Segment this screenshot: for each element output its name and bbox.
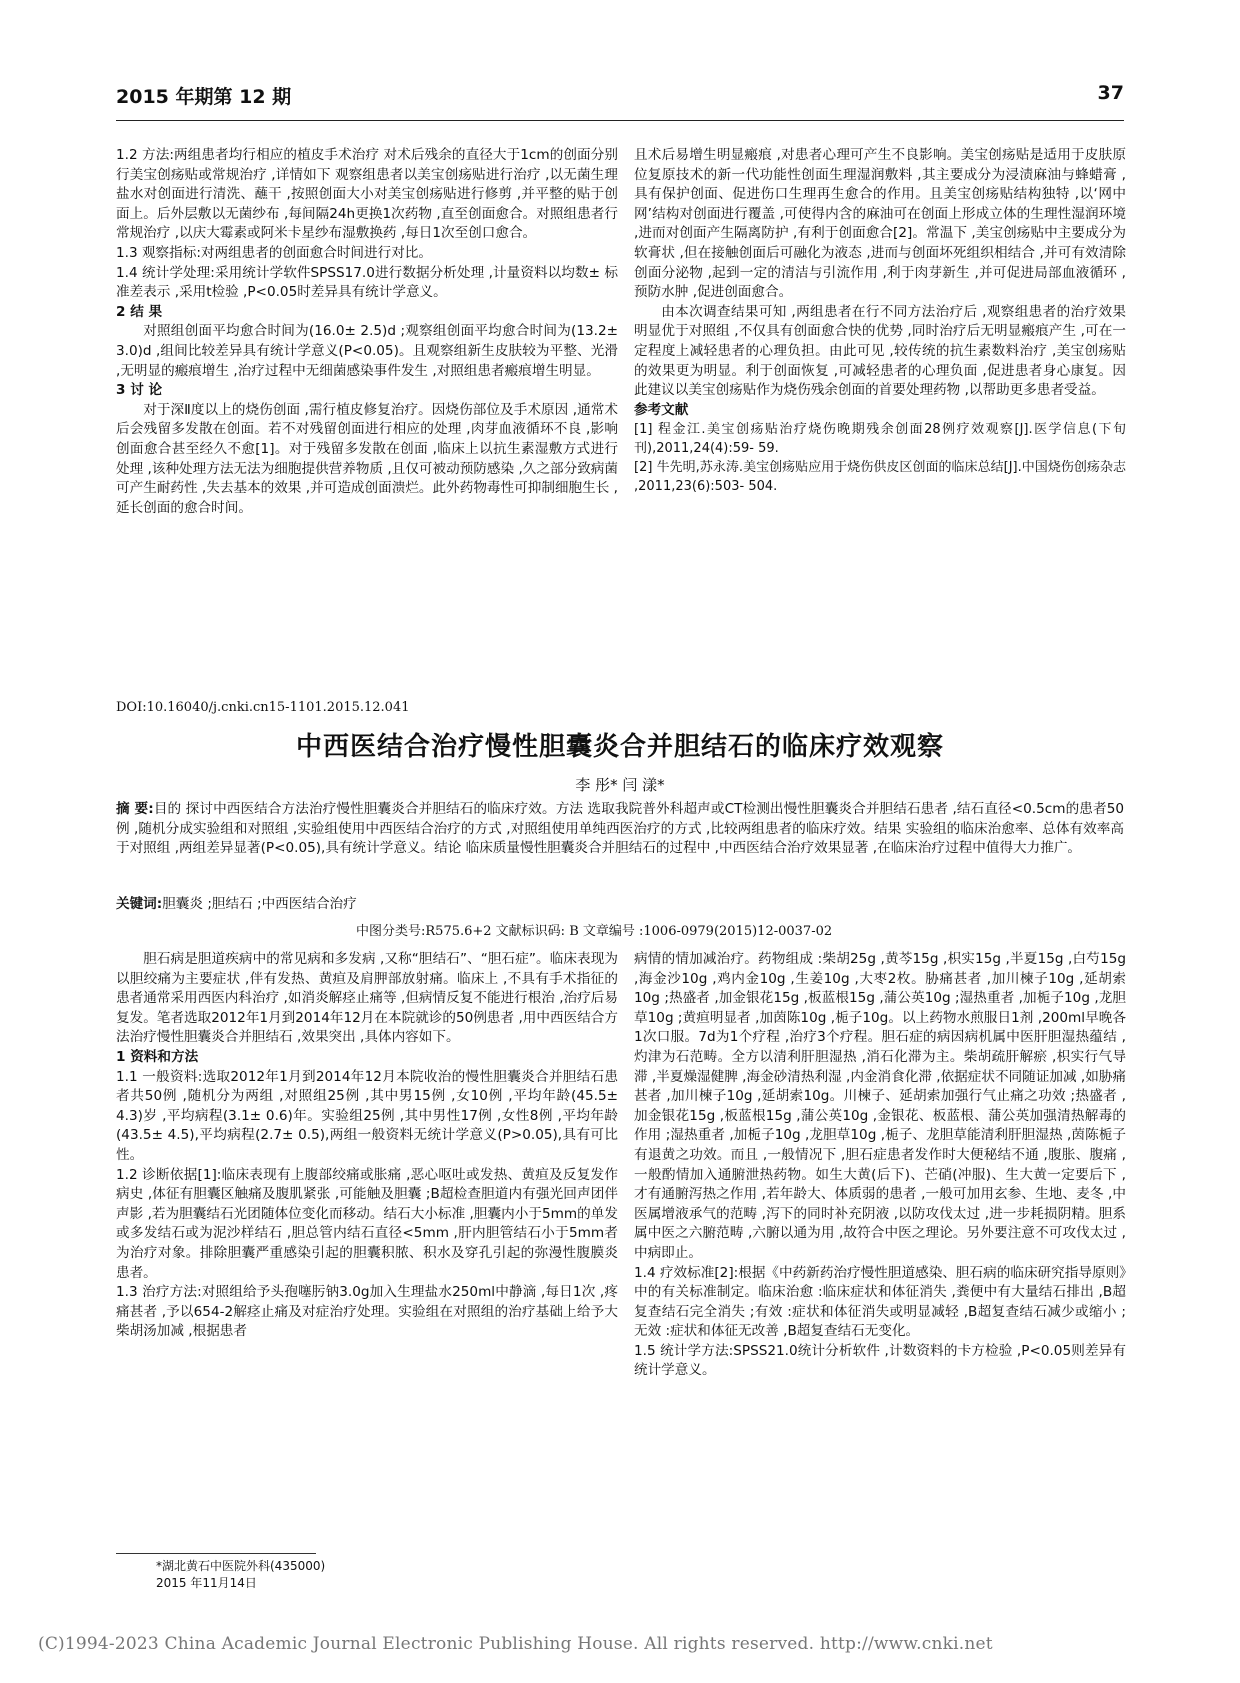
reference-item[interactable]: [2] 牛先明,苏永涛.美宝创疡贴应用于烧伤供皮区创面的临床总结[J].中国烧伤创疡杂志 ,2011,23(6):503- 504. [634,460,1126,495]
keywords-label: 关键词: [116,896,163,912]
section-heading: 3 讨 论 [116,382,163,399]
footnote [156,1558,325,1592]
authors: 李 彤* 闫 漾* [575,776,665,794]
keywords-text: 胆囊炎 ;胆结石 ;中西医结合治疗 [162,896,357,912]
paragraph: 1.4 统计学处理:采用统计学软件SPSS17.0进行数据分析处理 ,计量资料以均数± 标准差表示 ,采用t检验 ,P<0.05时差异具有统计学意义。 [116,264,618,301]
paragraph: 且术后易增生明显瘢痕 ,对患者心理可产生不良影响。美宝创疡贴是适用于皮肤原位复原技术的新一代功能性创面生理湿润敷料 ,其主要成分为浸渍麻油与蜂蜡膏 ,具有保护创面、促进伤口生理再生愈合的作用。且美宝创疡贴结构独特 ,以‘网中网’结构对创面进行覆盖 ,可使得内含的麻油可在创面上形成立体的生理性湿润环境 ,进而对创面产生隔离防护 ,有利于创面愈合[2]。常温下 ,美宝创疡贴中主要成分为软膏状 ,但在接触创面后可融化为液态 ,进而与创面坏死组织相结合 ,并可有效清除创面分泌物 ,起到一定的清洁与引流作用 ,利于肉芽新生 ,并可促进局部血液循环 ,预防水肿 ,促进创面愈合。 [634,147,1126,301]
reference-item[interactable]: [1] 程金江.美宝创疡贴治疗烧伤晚期残余创面28例疗效观察[J].医学信息(下旬刊),2011,24(4):59- 59. [634,422,1126,457]
paragraph: 1.1 一般资料:选取2012年1月到2014年12月本院收治的慢性胆囊炎合并胆结石患者共50例 ,随机分为两组 ,对照组25例 ,其中男15例 ,女10例 ,平均年龄(45.5± 4.3)岁 ,平均病程(3.1± 0.6)年。实验组25例 ,其中男性17例 ,女性8例 ,平均年龄(43.5± 4.5),平均病程(2.7± 0.5),两组一般资料无统计学意义(P>0.05),具有可比性。 [116,1068,618,1163]
page-number: 37 [1097,82,1124,104]
paragraph: 胆石病是胆道疾病中的常见病和多发病 ,又称“胆结石”、“胆石症”。临床表现为以胆绞痛为主要症状 ,伴有发热、黄疸及肩胛部放射痛。临床上 ,不具有手术指征的患者通常采用西医内科治疗 ,如消炎解痉止痛等 ,但病情反复不能进行根治 ,治疗后易复发。笔者选取2012年1月到2014年12月在本院就诊的50例患者 ,用中西医结合方法治疗慢性胆囊炎合并胆结石 ,效果突出 ,具体内容如下。 [116,951,618,1046]
abstract [116,800,1124,859]
section-heading: 2 结 果 [116,303,163,320]
received-date: 2015 年11月14日 [156,1576,257,1590]
prev-article-right-column [634,146,1126,496]
paragraph: 1.2 方法:两组患者均行相应的植皮手术治疗 对术后残余的直径大于1cm的创面分别行美宝创疡贴或常规治疗 ,详情如下 观察组患者以美宝创疡贴进行治疗 ,以无菌生理盐水对创面进行清洗、蘸干 ,按照创面大小对美宝创疡贴进行修剪 ,并平整的贴于创面上。后外层敷以无菌纱布 ,每间隔24h更换1次药物 ,直至创面愈合。对照组患者行常规治疗 ,以庆大霉素或阿米卡星纱布湿敷换药 ,每日1次至创口愈合。 [116,147,618,242]
keywords [116,892,357,912]
references-heading: 参考文献 [634,401,689,418]
classification-line: 中图分类号:R575.6+2 文献标识码: B 文章编号 :1006-0979(2015)12-0037-02 [356,924,833,939]
abstract-label: 摘 要: [116,801,154,817]
paragraph: 1.5 统计学方法:SPSS21.0统计分析软件 ,计数资料的卡方检验 ,P<0.05则差异有统计学意义。 [634,1342,1126,1379]
paragraph: 对照组创面平均愈合时间为(16.0± 2.5)d ;观察组创面平均愈合时间为(13.2± 3.0)d ,组间比较差异具有统计学意义(P<0.05)。且观察组新生皮肤较为平整、光滑 ,无明显的瘢痕增生 ,治疗过程中无细菌感染事件发生 ,对照组患者瘢痕增生明显。 [116,323,618,379]
paragraph: 由本次调查结果可知 ,两组患者在行不同方法治疗后 ,观察组患者的治疗效果明显优于对照组 ,不仅具有创面愈合快的优势 ,同时治疗后无明显瘢痕产生 ,可在一定程度上减轻患者的心理负担。由此可见 ,较传统的抗生素数料治疗 ,美宝创疡贴的效果更为明显。利于创面恢复 ,可减轻患者的心理负面 ,促进患者身心康复。因此建议以美宝创疡贴作为烧伤残余创面的首要处理药物 ,以帮助更多患者受益。 [634,303,1126,399]
paragraph: 对于深Ⅱ度以上的烧伤创面 ,需行植皮修复治疗。因烧伤部位及手术原因 ,通常术后会残留多发散在创面。若不对残留创面进行相应的处理 ,肉芽血液循环不良 ,影响创面愈合甚至经久不愈[1]。对于残留多发散在创面 ,临床上以抗生素湿敷方式进行处理 ,该种处理方法无法为细胞提供营养物质 ,且仅可被动预防感染 ,久之部分致病菌可产生耐药性 ,失去基本的效果 ,并可造成创面溃烂。此外药物毒性可抑制细胞生长 ,延长创面的愈合时间。 [116,401,618,516]
copyright-watermark: (C)1994-2023 China Academic Journal Electronic Publishing House. All rights reserved. http://www.cnki.net [38,1634,993,1654]
article-left-column [116,950,618,1342]
prev-article-left-column [116,146,618,518]
paragraph: 1.2 诊断依据[1]:临床表现有上腹部绞痛或胀痛 ,恶心呕吐或发热、黄疸及反复发作病史 ,体征有胆囊区触痛及腹肌紧张 ,可能触及胆囊 ;B超检查胆道内有强光回声团伴声影 ,若为胆囊结石光团随体位变化而移动。结石大小标准 ,胆囊内小于5mm的单发或多发结石或为泥沙样结石 ,胆总管内结石直径<5mm ,肝内胆管结石小于5mm者为治疗对象。排除胆囊严重感染引起的胆囊积脓、积水及穿孔引起的弥漫性腹膜炎患者。 [116,1166,618,1281]
running-header [116,82,1124,118]
article-right-column [634,950,1126,1381]
paragraph: 1.3 观察指标:对两组患者的创面愈合时间进行对比。 [116,244,432,261]
issue-label: 2015 年期第 12 期 [116,86,292,108]
paragraph: 1.3 治疗方法:对照组给予头孢噻肟钠3.0g加入生理盐水250ml中静滴 ,每日1次 ,疼痛甚者 ,予以654-2解痉止痛及对症治疗处理。实验组在对照组的治疗基础上给予大柴胡汤加减 ,根据患者 [116,1284,618,1340]
abstract-text: 目的 探讨中西医结合方法治疗慢性胆囊炎合并胆结石的临床疗效。方法 选取我院普外科超声或CT检测出慢性胆囊炎合并胆结石患者 ,结石直径<0.5cm的患者50例 ,随机分成实验组和对照组 ,实验组使用中西医结合治疗的方式 ,对照组使用单纯西医治疗的方式 ,比较两组患者的临床疗效。结果 实验组的临床治愈率、总体有效率高于对照组 ,两组差异显著(P<0.05),具有统计学意义。结论 临床质量慢性胆囊炎合并胆结石的过程中 ,中西医结合治疗效果显著 ,在临床治疗过程中值得大力推广。 [116,801,1124,856]
article-title: 中西医结合治疗慢性胆囊炎合并胆结石的临床疗效观察 [295,732,944,762]
author-affiliation: *湖北黄石中医院外科(435000) [156,1559,326,1573]
paragraph: 1.4 疗效标准[2]:根据《中药新药治疗慢性胆道感染、胆石病的临床研究指导原则》中的有关标准制定。临床治愈 :临床症状和体征消失 ,粪便中有大量结石排出 ,B超复查结石完全消失 ;有效 :症状和体征消失或明显减轻 ,B超复查结石减少或缩小 ;无效 :症状和体征无改善 ,B超复查结石无变化。 [634,1264,1126,1340]
section-heading: 1 资料和方法 [116,1048,199,1065]
doi-link[interactable]: DOI:10.16040/j.cnki.cn15-1101.2015.12.041 [116,700,410,715]
header-rule [116,120,1124,121]
paragraph: 病情的情加减治疗。药物组成 :柴胡25g ,黄芩15g ,枳实15g ,半夏15g ,白芍15g ,海金沙10g ,鸡内金10g ,生姜10g ,大枣2枚。胁痛甚者 ,加川楝子10g ,延胡索10g ;热盛者 ,加金银花15g ,板蓝根15g ,蒲公英10g ;湿热重者 ,加栀子10g ,龙胆草10g ;黄疸明显者 ,加茵陈10g ,栀子10g。以上药物水煎服日1剂 ,200ml早晚各1次口服。7d为1个疗程 ,治疗3个疗程。胆石症的病因病机属中医肝胆湿热蕴结 ,灼津为石范畴。全方以清利肝胆湿热 ,消石化滞为主。柴胡疏肝解瘀 ,枳实行气导滞 ,半夏燥湿健脾 ,海金砂清热利湿 ,内金消食化滞 ,依据症状不同随证加减 ,如胁痛甚者 ,加川楝子10g ,延胡索10g。川楝子、延胡索加强行气止痛之功效 ;热盛者 ,加金银花15g ,板蓝根15g ,蒲公英10g ,金银花、板蓝根、蒲公英加强清热解毒的作用 ;湿热重者 ,加栀子10g ,龙胆草10g ,栀子、龙胆草能清利肝胆湿热 ,茵陈栀子有退黄之功效。而且 ,一般情况下 ,胆石症患者发作时大便秘结不通 ,腹胀、腹痛 ,一般酌情加入通腑泄热药物。如生大黄(后下)、芒硝(冲服)、生大黄一定要后下 ,才有通腑泻热之作用 ,若年龄大、体质弱的患者 ,一般可加用玄参、生地、麦冬 ,中医属增液承气的范畴 ,泻下的同时补充阴液 ,以防攻伐太过 ,进一步耗损阴精。胆系属中医之六腑范畴 ,六腑以通为用 ,故符合中医之理论。另外要注意不可攻伐太过 ,中病即止。 [634,951,1126,1261]
footnote-rule [116,1553,316,1554]
